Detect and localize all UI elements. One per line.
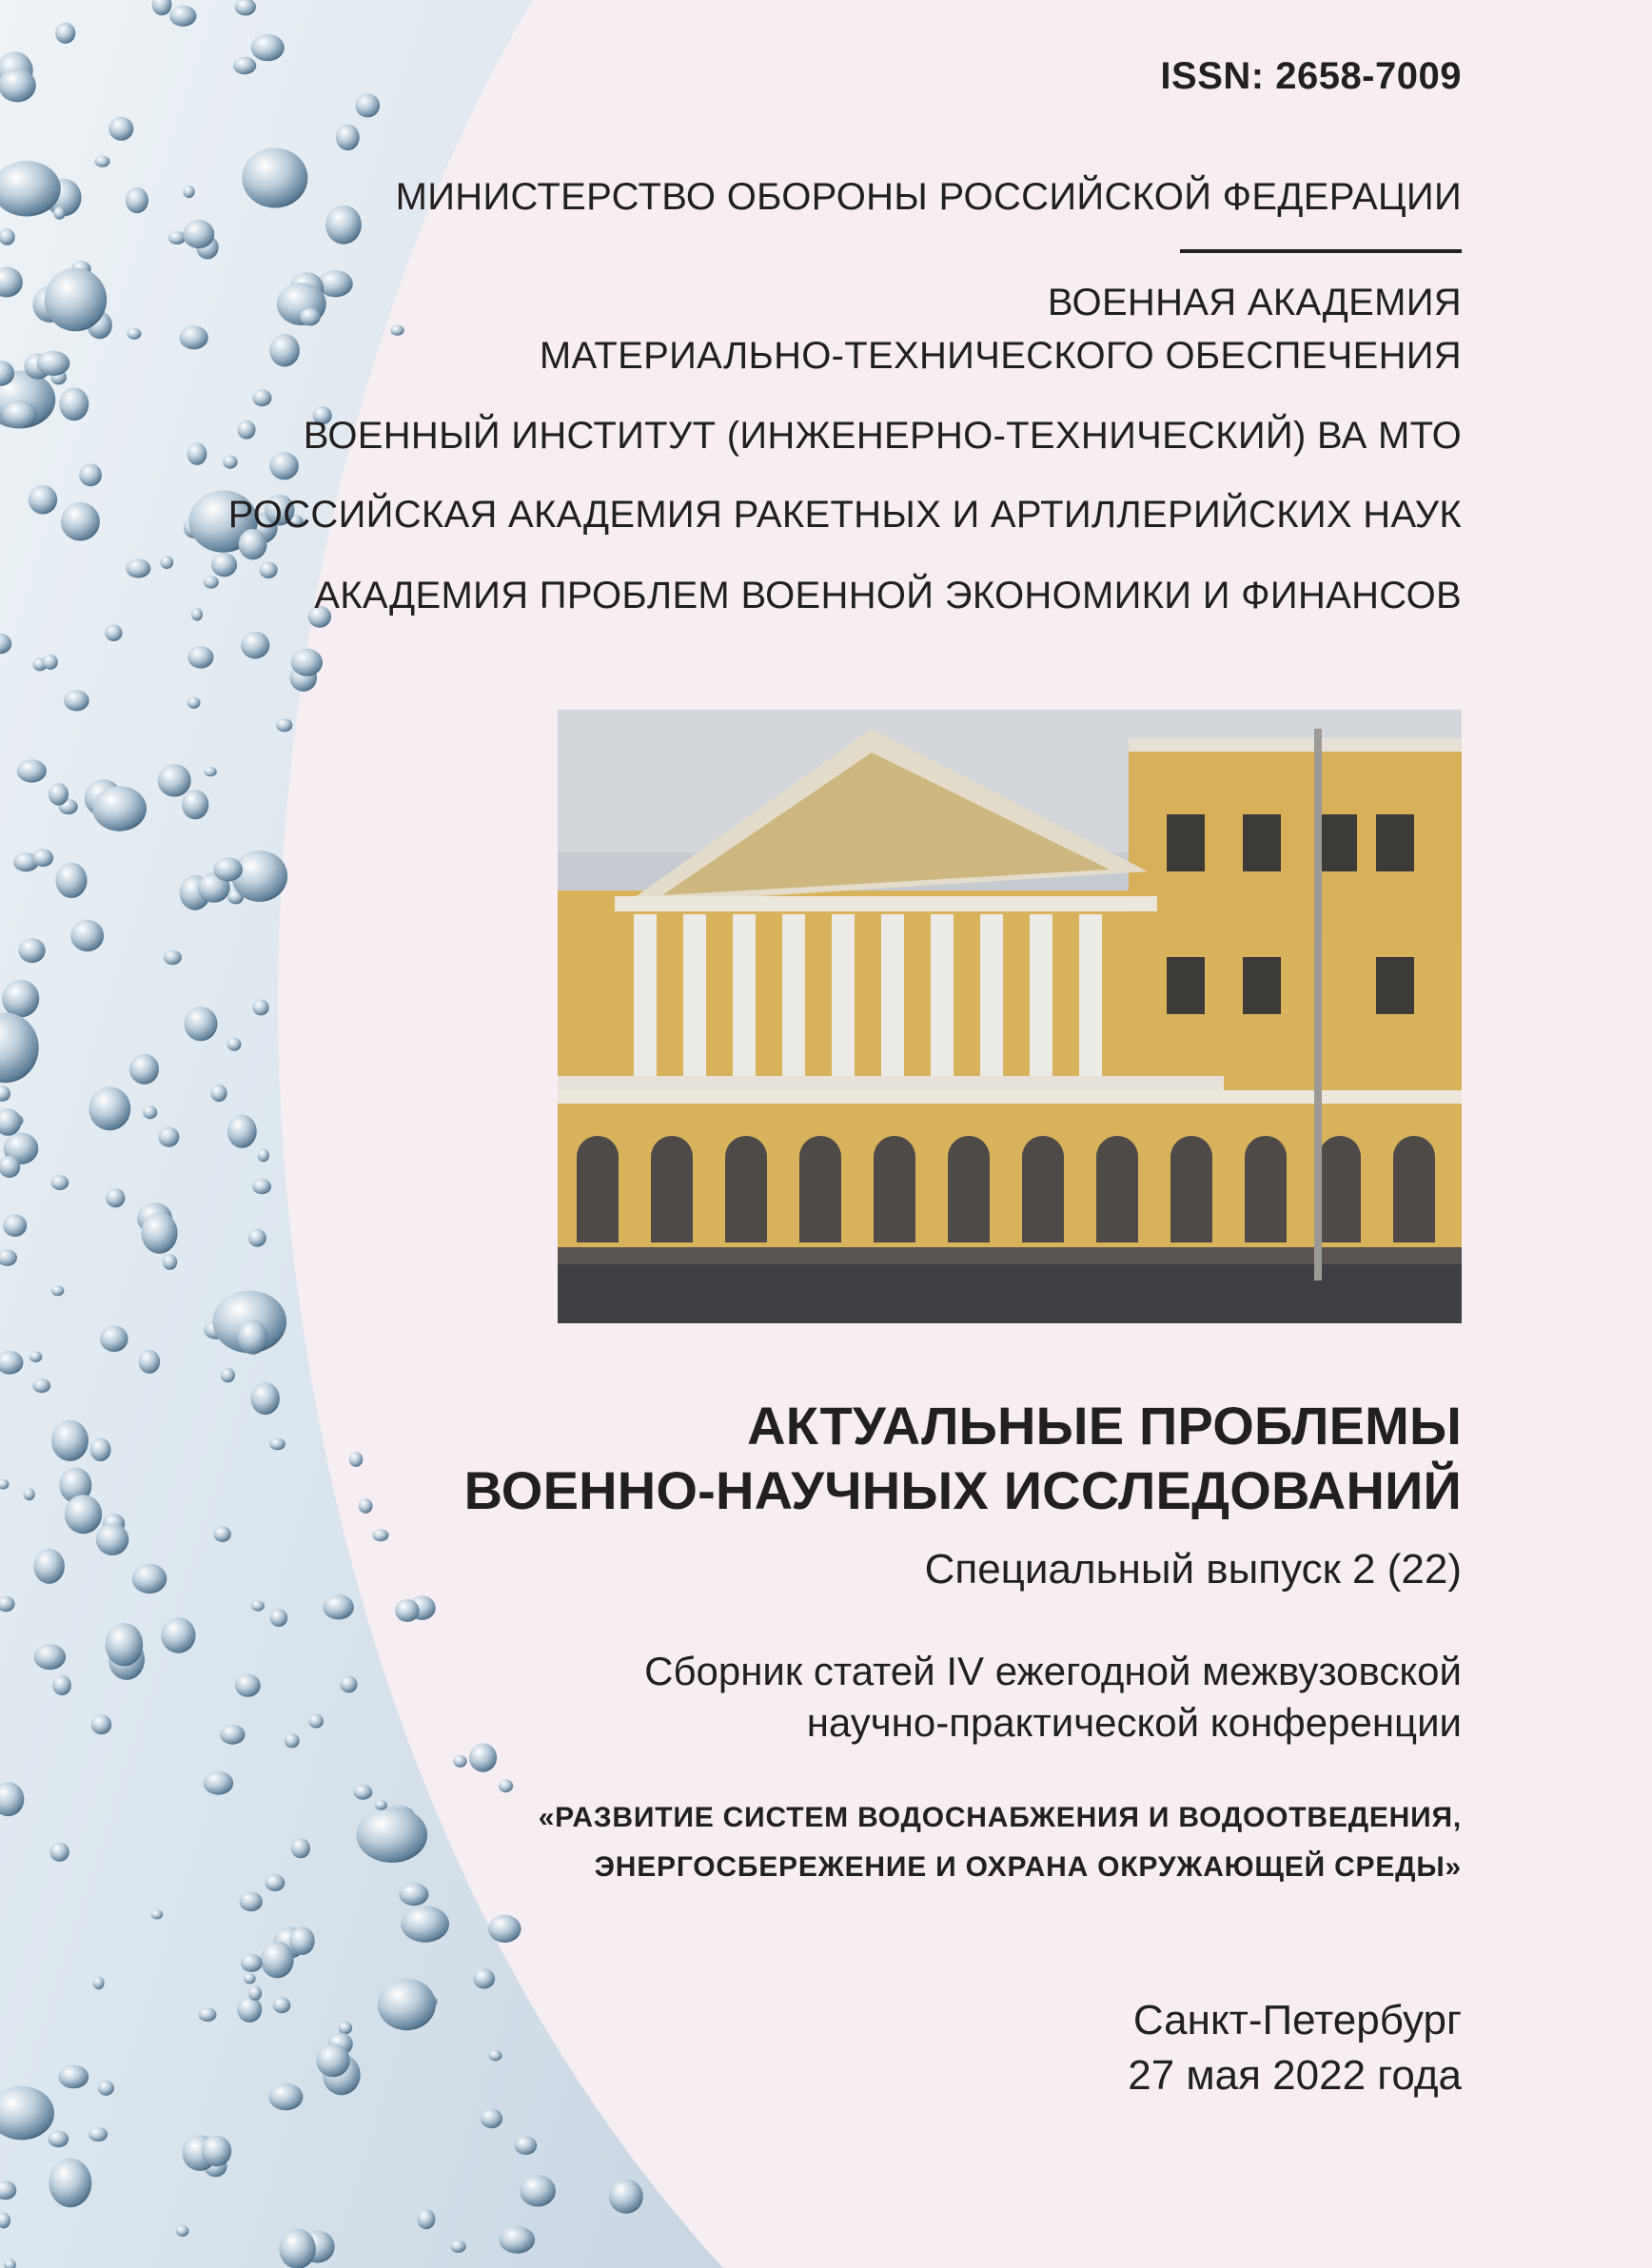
arch-window <box>874 1136 915 1242</box>
water-drop <box>90 1438 111 1461</box>
water-drop <box>248 1985 262 2001</box>
conference-line-2: ЭНЕРГОСБЕРЕЖЕНИЕ И ОХРАНА ОКРУЖАЮЩЕЙ СРЕДЫ» <box>594 1851 1462 1883</box>
arch-window <box>1319 1136 1361 1242</box>
title-line-2: ВОЕННО-НАУЧНЫХ ИССЛЕДОВАНИЙ <box>463 1460 1462 1520</box>
water-drop <box>3 1214 27 1237</box>
water-drop <box>18 938 45 963</box>
building-photo <box>558 710 1462 1323</box>
water-drop <box>105 624 122 641</box>
water-drop <box>17 759 47 782</box>
water-drop <box>244 1973 256 1984</box>
water-drop <box>210 1085 226 1102</box>
water-drop <box>151 1909 164 1919</box>
water-drop <box>500 2226 536 2254</box>
water-drop <box>213 857 243 881</box>
building-column <box>1079 914 1102 1081</box>
water-drop <box>520 2175 556 2206</box>
water-drop <box>325 205 362 244</box>
water-drop <box>248 1229 266 1247</box>
water-drop <box>251 34 285 61</box>
water-drop <box>227 1115 257 1148</box>
water-drop <box>223 456 237 469</box>
water-drop <box>300 308 321 326</box>
water-drop <box>88 1086 130 1130</box>
water-drop <box>53 206 65 220</box>
water-drop <box>52 1675 71 1695</box>
arch-window <box>725 1136 767 1242</box>
water-drop <box>220 1725 245 1745</box>
water-drop <box>355 93 380 117</box>
water-drop <box>221 1368 235 1383</box>
water-drop <box>127 328 141 340</box>
water-drop <box>316 2043 350 2077</box>
water-drop <box>185 1007 218 1041</box>
collection-line-1: Сборник статей IV ежегодной межвузовской <box>644 1649 1462 1693</box>
water-drop <box>285 1733 300 1748</box>
water-drop <box>2 980 39 1018</box>
water-drop <box>51 1420 88 1461</box>
water-drop <box>323 1594 354 1619</box>
water-drop <box>126 559 150 578</box>
water-drop <box>49 1843 69 1862</box>
building-column <box>881 914 904 1081</box>
apvef-name: АКАДЕМИЯ ПРОБЛЕМ ВОЕННОЙ ЭКОНОМИКИ И ФИНАНСОВ <box>314 575 1462 616</box>
water-drop <box>488 1915 521 1943</box>
water-drop <box>92 786 147 831</box>
water-drop <box>469 1743 497 1771</box>
water-drop <box>70 920 104 951</box>
academy-name <box>540 276 1462 382</box>
water-drop <box>100 1325 128 1352</box>
water-drop <box>609 2179 643 2213</box>
water-drop <box>258 1148 269 1162</box>
imprint <box>1128 1993 1462 2103</box>
water-drop <box>51 1175 69 1190</box>
water-drop <box>395 1599 420 1622</box>
water-drop <box>241 1954 263 1972</box>
collection-line-2: научно-практической конференции <box>806 1700 1462 1745</box>
water-drop <box>237 420 255 440</box>
building-window <box>1167 814 1205 871</box>
water-drop <box>132 1564 167 1593</box>
water-drop <box>199 2007 217 2022</box>
water-drop <box>139 1350 161 1374</box>
institute-name: ВОЕННЫЙ ИНСТИТУТ (ИНЖЕНЕРНО-ТЕХНИЧЕСКИЙ) ВА МТО <box>303 415 1462 457</box>
water-drop <box>58 2065 88 2089</box>
water-drop <box>291 1838 310 1858</box>
journal-title <box>464 1394 1462 1523</box>
water-drop <box>33 1549 65 1584</box>
building-column <box>931 914 954 1081</box>
conference-line-1: «РАЗВИТИЕ СИСТЕМ ВОДОСНАБЖЕНИЯ И ВОДООТВЕДЕНИЯ, <box>538 1802 1462 1833</box>
building-window <box>1243 957 1281 1014</box>
building-window <box>1319 814 1357 871</box>
water-drop <box>273 1997 291 2013</box>
water-drop <box>55 23 75 44</box>
water-drop <box>211 553 237 577</box>
water-drop <box>191 608 203 621</box>
arch-window <box>1170 1136 1212 1242</box>
arch-window <box>651 1136 693 1242</box>
water-drop <box>265 1874 285 1891</box>
collection-description <box>644 1646 1462 1749</box>
water-drop <box>251 1382 280 1415</box>
water-drop <box>48 2131 69 2148</box>
water-drop <box>289 1926 314 1955</box>
water-drop <box>129 1054 159 1085</box>
water-drop <box>183 186 194 198</box>
water-drop <box>269 334 300 367</box>
water-drop <box>235 1674 261 1697</box>
building-column <box>832 914 855 1081</box>
arch-window <box>577 1136 619 1242</box>
water-drop <box>30 1351 43 1362</box>
water-drop <box>237 1996 262 2023</box>
imprint-city: Санкт-Петербург <box>1132 1997 1462 2043</box>
building-illustration <box>558 710 1462 1323</box>
water-drop <box>260 561 278 578</box>
title-line-1: АКТУАЛЬНЫЕ ПРОБЛЕМЫ <box>747 1396 1462 1456</box>
water-drop <box>251 1600 265 1611</box>
water-drop <box>126 187 148 213</box>
water-drop <box>279 2229 316 2268</box>
water-drop <box>339 2022 352 2035</box>
water-drop <box>141 1212 177 1254</box>
water-drop <box>169 6 196 27</box>
water-drop <box>106 1188 125 1207</box>
water-drop <box>61 502 100 541</box>
water-drop <box>204 1771 234 1795</box>
water-drop <box>93 1977 105 1990</box>
building-column <box>980 914 1003 1081</box>
water-drop <box>187 442 207 465</box>
water-drop <box>242 148 307 208</box>
water-drop <box>187 646 213 668</box>
water-drop <box>453 1755 466 1768</box>
building-window <box>1376 814 1414 871</box>
water-drop <box>291 649 323 676</box>
water-drop <box>106 1623 144 1666</box>
water-drop <box>357 1807 428 1863</box>
water-drop <box>96 1523 129 1555</box>
water-drop <box>450 2240 465 2253</box>
water-drop <box>158 764 191 796</box>
water-drop <box>252 1179 271 1194</box>
water-drop <box>227 1038 242 1051</box>
water-drop <box>98 2081 114 2096</box>
water-drop <box>268 2083 303 2110</box>
arch-window <box>948 1136 990 1242</box>
academy-line-2: МАТЕРИАЛЬНО-ТЕХНИЧЕСКОГО ОБЕСПЕЧЕНИЯ <box>539 335 1462 377</box>
water-drop <box>32 849 53 867</box>
water-drop <box>43 655 58 670</box>
water-drop <box>276 718 292 732</box>
water-drop <box>49 783 69 806</box>
ministry-name: МИНИСТЕРСТВО ОБОРОНЫ РОССИЙСКОЙ ФЕДЕРАЦИИ <box>395 176 1462 218</box>
water-drop <box>240 1892 263 1912</box>
arch-window <box>1096 1136 1138 1242</box>
water-drop <box>473 1968 495 1988</box>
water-drop <box>481 2108 502 2128</box>
water-drop <box>349 1452 364 1467</box>
water-drop <box>65 1495 102 1534</box>
water-drop <box>515 2136 538 2155</box>
arch-window <box>1022 1136 1064 1242</box>
water-drop <box>51 1285 65 1296</box>
water-drop <box>187 696 201 708</box>
water-drop <box>49 2159 91 2207</box>
water-drop <box>64 690 89 711</box>
water-drop <box>182 790 208 819</box>
water-drop <box>3 401 38 428</box>
water-drop <box>204 576 219 588</box>
water-drop <box>160 556 173 569</box>
water-drop <box>88 2127 108 2141</box>
issn: ISSN: 2658-7009 <box>1160 55 1462 97</box>
building-column <box>733 914 756 1081</box>
water-drop <box>252 389 271 406</box>
arch-window <box>1393 1136 1435 1242</box>
water-drop <box>163 1254 177 1270</box>
imprint-date: 27 мая 2022 года <box>1128 2052 1462 2099</box>
special-issue: Специальный выпуск 2 (22) <box>924 1546 1462 1593</box>
water-drop <box>59 387 88 420</box>
water-drop <box>0 68 36 102</box>
water-drop <box>32 1378 50 1393</box>
conference-title <box>539 1793 1462 1892</box>
water-drop <box>269 1437 285 1450</box>
academy-line-1: ВОЕННАЯ АКАДЕМИЯ <box>1047 282 1462 323</box>
building-window <box>1376 957 1414 1014</box>
water-drop <box>45 268 108 332</box>
water-drop <box>375 1800 387 1809</box>
building-window <box>1243 814 1281 871</box>
water-drop <box>378 1979 436 2030</box>
water-drop <box>183 220 214 248</box>
water-drop <box>24 1488 35 1500</box>
water-drop <box>179 325 207 349</box>
building-column <box>634 914 657 1081</box>
water-drop <box>253 1000 269 1016</box>
water-drop <box>164 950 182 966</box>
building-column <box>683 914 706 1081</box>
water-drop <box>261 1941 294 1978</box>
water-drop <box>401 1906 449 1942</box>
building-window <box>1167 957 1205 1014</box>
water-drop <box>204 767 216 776</box>
water-drop <box>359 1498 373 1514</box>
water-drop <box>241 632 269 659</box>
water-drop <box>489 2050 502 2061</box>
water-drop <box>390 325 403 336</box>
water-drop <box>158 1127 179 1147</box>
water-drop <box>372 1529 388 1541</box>
water-drop <box>34 1644 67 1670</box>
rarans-name: РОССИЙСКАЯ АКАДЕМИЯ РАКЕТНЫХ И АРТИЛЛЕРИЙСКИХ НАУК <box>227 494 1462 536</box>
water-drop <box>79 463 102 486</box>
water-drop <box>55 863 87 898</box>
water-drop <box>94 156 109 167</box>
water-drop <box>37 351 70 376</box>
water-drop <box>399 1883 428 1906</box>
water-drop <box>269 452 299 479</box>
building-column <box>1030 914 1052 1081</box>
water-drop <box>354 1785 373 1800</box>
water-drop <box>336 125 360 151</box>
water-drop <box>308 1714 324 1729</box>
water-drop <box>233 57 256 74</box>
water-drop <box>202 2136 232 2167</box>
arch-window <box>1245 1136 1287 1242</box>
water-drop <box>417 2209 435 2229</box>
water-drop <box>143 1105 157 1119</box>
arch-window <box>799 1136 841 1242</box>
water-drop <box>499 1779 513 1792</box>
water-drop <box>108 117 133 141</box>
building-column <box>782 914 805 1081</box>
water-drop <box>161 1617 195 1653</box>
water-drop <box>270 1609 288 1627</box>
water-drop <box>238 1320 268 1354</box>
water-drop <box>91 1714 112 1734</box>
water-drop <box>176 2225 189 2237</box>
water-drop <box>213 1526 231 1542</box>
water-drop <box>340 1676 357 1693</box>
divider-line <box>1180 249 1462 253</box>
water-drop <box>29 485 57 515</box>
